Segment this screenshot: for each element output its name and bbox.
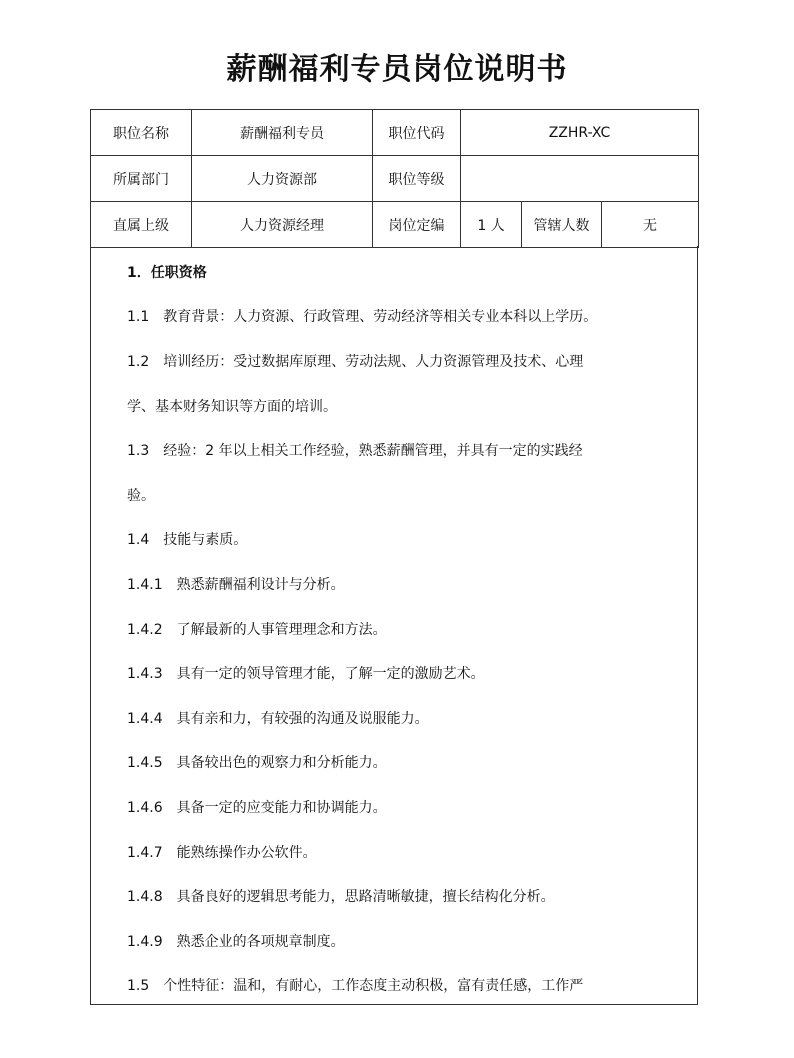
list-item [127, 440, 583, 460]
item-text: 培训经历：受过数据库原理、劳动法规、人力资源管理及技术、心理 [163, 354, 584, 370]
item-text: 技能与素质。 [163, 532, 248, 548]
item-text: 具备较出色的观察力和分析能力。 [176, 755, 387, 771]
sub-item [127, 574, 345, 594]
item-number: 1.4.3 [127, 666, 163, 682]
item-text: 具备良好的逻辑思考能力，思路清晰敏捷，擅长结构化分析。 [176, 889, 555, 905]
item-number: 1.5 [127, 978, 150, 994]
table-row [91, 110, 699, 156]
value-position-level [461, 156, 699, 202]
item-text: 个性特征：温和，有耐心，工作态度主动积极，富有责任感，工作严 [163, 978, 584, 994]
list-item [127, 529, 247, 549]
item-number: 1.4.7 [127, 845, 163, 861]
sub-item [127, 619, 387, 639]
item-number: 1.4.9 [127, 934, 163, 950]
item-text: 熟悉薪酬福利设计与分析。 [176, 577, 345, 593]
item-number: 1.4.1 [127, 577, 163, 593]
item-number: 1.2 [127, 354, 150, 370]
item-text: 教育背景：人力资源、行政管理、劳动经济等相关专业本科以上学历。 [163, 309, 598, 325]
value-subordinates: 无 [602, 202, 699, 248]
list-item [127, 306, 597, 326]
label-department: 所属部门 [91, 156, 192, 202]
item-number: 1.3 [127, 443, 150, 459]
sub-item [127, 663, 485, 683]
value-department: 人力资源部 [192, 156, 373, 202]
label-position-code: 职位代码 [373, 110, 461, 156]
label-headcount: 岗位定编 [373, 202, 461, 248]
label-position-name: 职位名称 [91, 110, 192, 156]
label-position-level: 职位等级 [373, 156, 461, 202]
item-number: 1.4.8 [127, 889, 163, 905]
item-number: 1.4.2 [127, 622, 163, 638]
table-row [91, 156, 699, 202]
item-text: 具备一定的应变能力和协调能力。 [176, 800, 387, 816]
list-item-continuation: 学、基本财务知识等方面的培训。 [127, 399, 337, 415]
value-headcount: 1 人 [461, 202, 522, 248]
document-title: 薪酬福利专员岗位说明书 [226, 52, 568, 87]
qualifications-section [90, 246, 698, 1005]
sub-item [127, 797, 387, 817]
list-item [127, 975, 583, 995]
sub-item [127, 886, 555, 906]
value-supervisor: 人力资源经理 [192, 202, 373, 248]
item-number: 1.4.4 [127, 711, 163, 727]
item-number: 1.1 [127, 309, 150, 325]
item-text: 能熟练操作办公软件。 [176, 845, 317, 861]
item-text: 具有一定的领导管理才能，了解一定的激励艺术。 [176, 666, 485, 682]
sub-item [127, 931, 345, 951]
item-text: 经验：2 年以上相关工作经验，熟悉薪酬管理，并具有一定的实践经 [163, 443, 583, 459]
value-position-code: ZZHR-XC [461, 110, 699, 156]
header-table [90, 109, 699, 248]
item-text: 了解最新的人事管理理念和方法。 [176, 622, 387, 638]
item-number: 1.4 [127, 532, 150, 548]
item-number: 1.4.5 [127, 755, 163, 771]
sub-item [127, 708, 429, 728]
label-supervisor: 直属上级 [91, 202, 192, 248]
table-row [91, 202, 699, 248]
sub-item [127, 752, 387, 772]
list-item [127, 351, 583, 371]
list-item-continuation: 验。 [127, 488, 155, 504]
value-position-name: 薪酬福利专员 [192, 110, 373, 156]
item-text: 熟悉企业的各项规章制度。 [176, 934, 345, 950]
section-heading: 1．任职资格 [127, 265, 207, 281]
label-subordinates: 管辖人数 [522, 202, 602, 248]
item-text: 具有亲和力，有较强的沟通及说服能力。 [176, 711, 429, 727]
sub-item [127, 842, 317, 862]
item-number: 1.4.6 [127, 800, 163, 816]
